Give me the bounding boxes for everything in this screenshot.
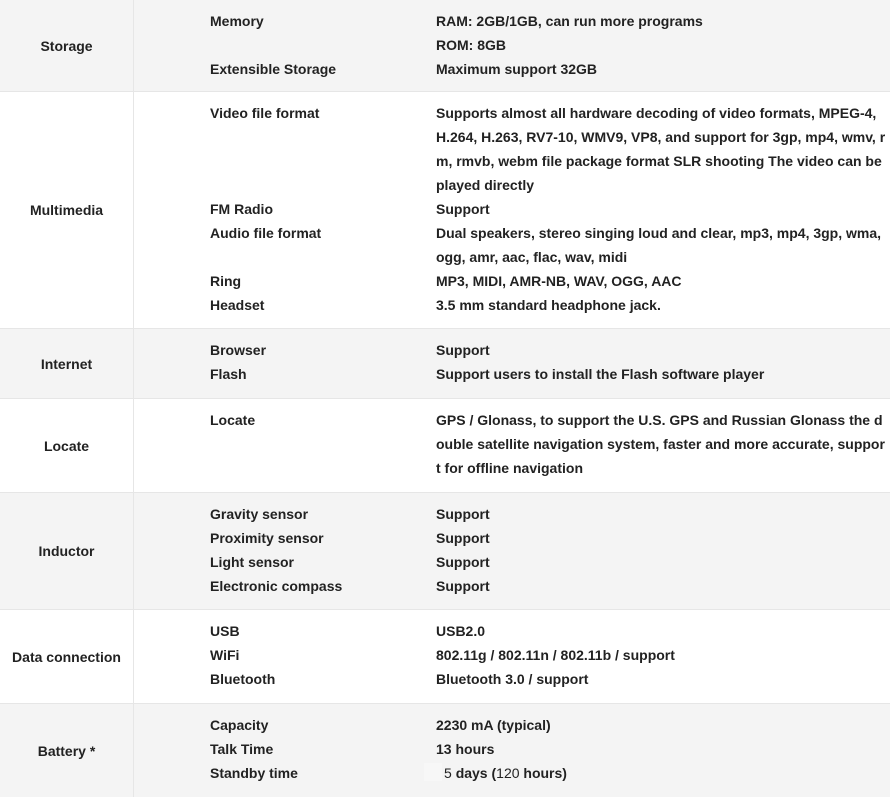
category-label: Inductor [0, 493, 134, 609]
feature-value: 2230 mA (typical) [436, 717, 551, 733]
section-storage [0, 0, 890, 91]
category-label: Data connection [0, 610, 134, 703]
section-battery [0, 703, 890, 797]
feature-value [436, 761, 890, 785]
spec-row [134, 619, 890, 643]
feature-value: Support users to install the Flash software player [436, 366, 765, 382]
feature-label: Proximity sensor [210, 530, 324, 546]
section-locate [0, 398, 890, 492]
feature-value: RAM: 2GB/1GB, can run more programs [436, 13, 703, 29]
section-internet [0, 328, 890, 398]
feature-label: Audio file format [210, 225, 322, 241]
category-label: Battery * [0, 704, 134, 797]
category-label: Storage [0, 0, 134, 91]
feature-value: Bluetooth 3.0 / support [436, 671, 589, 687]
spec-row [134, 408, 890, 480]
spec-row [134, 713, 890, 737]
spec-rows [134, 493, 890, 609]
spec-rows [134, 704, 890, 797]
category-label: Internet [0, 329, 134, 398]
feature-value: Support [436, 342, 490, 358]
spec-row [134, 502, 890, 526]
feature-label: Light sensor [210, 554, 295, 570]
spec-row [134, 9, 890, 33]
spec-row [134, 643, 890, 667]
feature-label: WiFi [210, 647, 240, 663]
spec-row [134, 197, 890, 221]
spec-row [134, 269, 890, 293]
spec-row [134, 362, 890, 386]
section-inductor [0, 492, 890, 609]
feature-label: Electronic compass [210, 578, 343, 594]
feature-label: Browser [210, 342, 267, 358]
feature-value: 13 hours [436, 741, 495, 757]
spec-rows [134, 92, 890, 328]
feature-label: Flash [210, 366, 247, 382]
standby-hours-number: 120 [496, 765, 520, 781]
feature-value: Support [436, 201, 490, 217]
spec-rows [134, 329, 890, 398]
feature-value: MP3, MIDI, AMR-NB, WAV, OGG, AAC [436, 273, 682, 289]
spec-row [134, 761, 890, 785]
feature-value: GPS / Glonass, to support the U.S. GPS and Russian Glonass the double satellite navigation system, faster and more accurate, support for offline navigation [436, 412, 885, 476]
feature-value: USB2.0 [436, 623, 486, 639]
feature-label: Headset [210, 297, 265, 313]
feature-label: USB [210, 623, 240, 639]
spec-rows [134, 0, 890, 91]
feature-label: Standby time [210, 765, 298, 781]
feature-label [134, 33, 436, 57]
feature-label: Talk Time [210, 741, 274, 757]
feature-value: Support [436, 578, 490, 594]
spec-row [134, 574, 890, 598]
feature-value: ROM: 8GB [436, 37, 506, 53]
feature-value: Support [436, 530, 490, 546]
feature-value: 802.11g / 802.11n / 802.11b / support [436, 647, 675, 663]
standby-hours-unit: hours) [523, 765, 567, 781]
feature-value: Supports almost all hardware decoding of video formats, MPEG-4, H.264, H.263, RV7-10, WMV9, VP8, and support for 3gp, mp4, wmv, rm, rmvb, webm file package format SLR shooting The video can be played directly [436, 105, 886, 193]
spec-row [134, 737, 890, 761]
feature-label: Memory [210, 13, 264, 29]
feature-label: FM Radio [210, 201, 273, 217]
category-label: Locate [0, 399, 134, 492]
category-label: Multimedia [0, 92, 134, 328]
spec-row [134, 550, 890, 574]
section-multimedia [0, 91, 890, 328]
feature-label: Capacity [210, 717, 269, 733]
spec-row [134, 293, 890, 317]
feature-value: Support [436, 554, 490, 570]
standby-days-number: 5 [444, 765, 452, 781]
spec-row [134, 338, 890, 362]
feature-value: Support [436, 506, 490, 522]
feature-label: Ring [210, 273, 242, 289]
feature-value: Dual speakers, stereo singing loud and clear, mp3, mp4, 3gp, wma, ogg, amr, aac, flac, wav, midi [436, 225, 882, 265]
spec-rows [134, 610, 890, 703]
feature-label: Video file format [210, 105, 320, 121]
section-data-connection [0, 609, 890, 703]
feature-value: 3.5 mm standard headphone jack. [436, 297, 661, 313]
feature-value: Maximum support 32GB [436, 61, 598, 77]
spec-row [134, 221, 890, 269]
spec-row [134, 667, 890, 691]
spec-row [134, 101, 890, 197]
feature-label: Bluetooth [210, 671, 276, 687]
spec-row [134, 33, 890, 57]
standby-days-unit: days ( [455, 765, 497, 781]
spec-row [134, 57, 890, 81]
spec-rows [134, 399, 890, 492]
feature-label: Extensible Storage [210, 61, 337, 77]
spec-row [134, 526, 890, 550]
placeholder-box [424, 763, 442, 781]
feature-label: Locate [210, 412, 256, 428]
feature-label: Gravity sensor [210, 506, 309, 522]
